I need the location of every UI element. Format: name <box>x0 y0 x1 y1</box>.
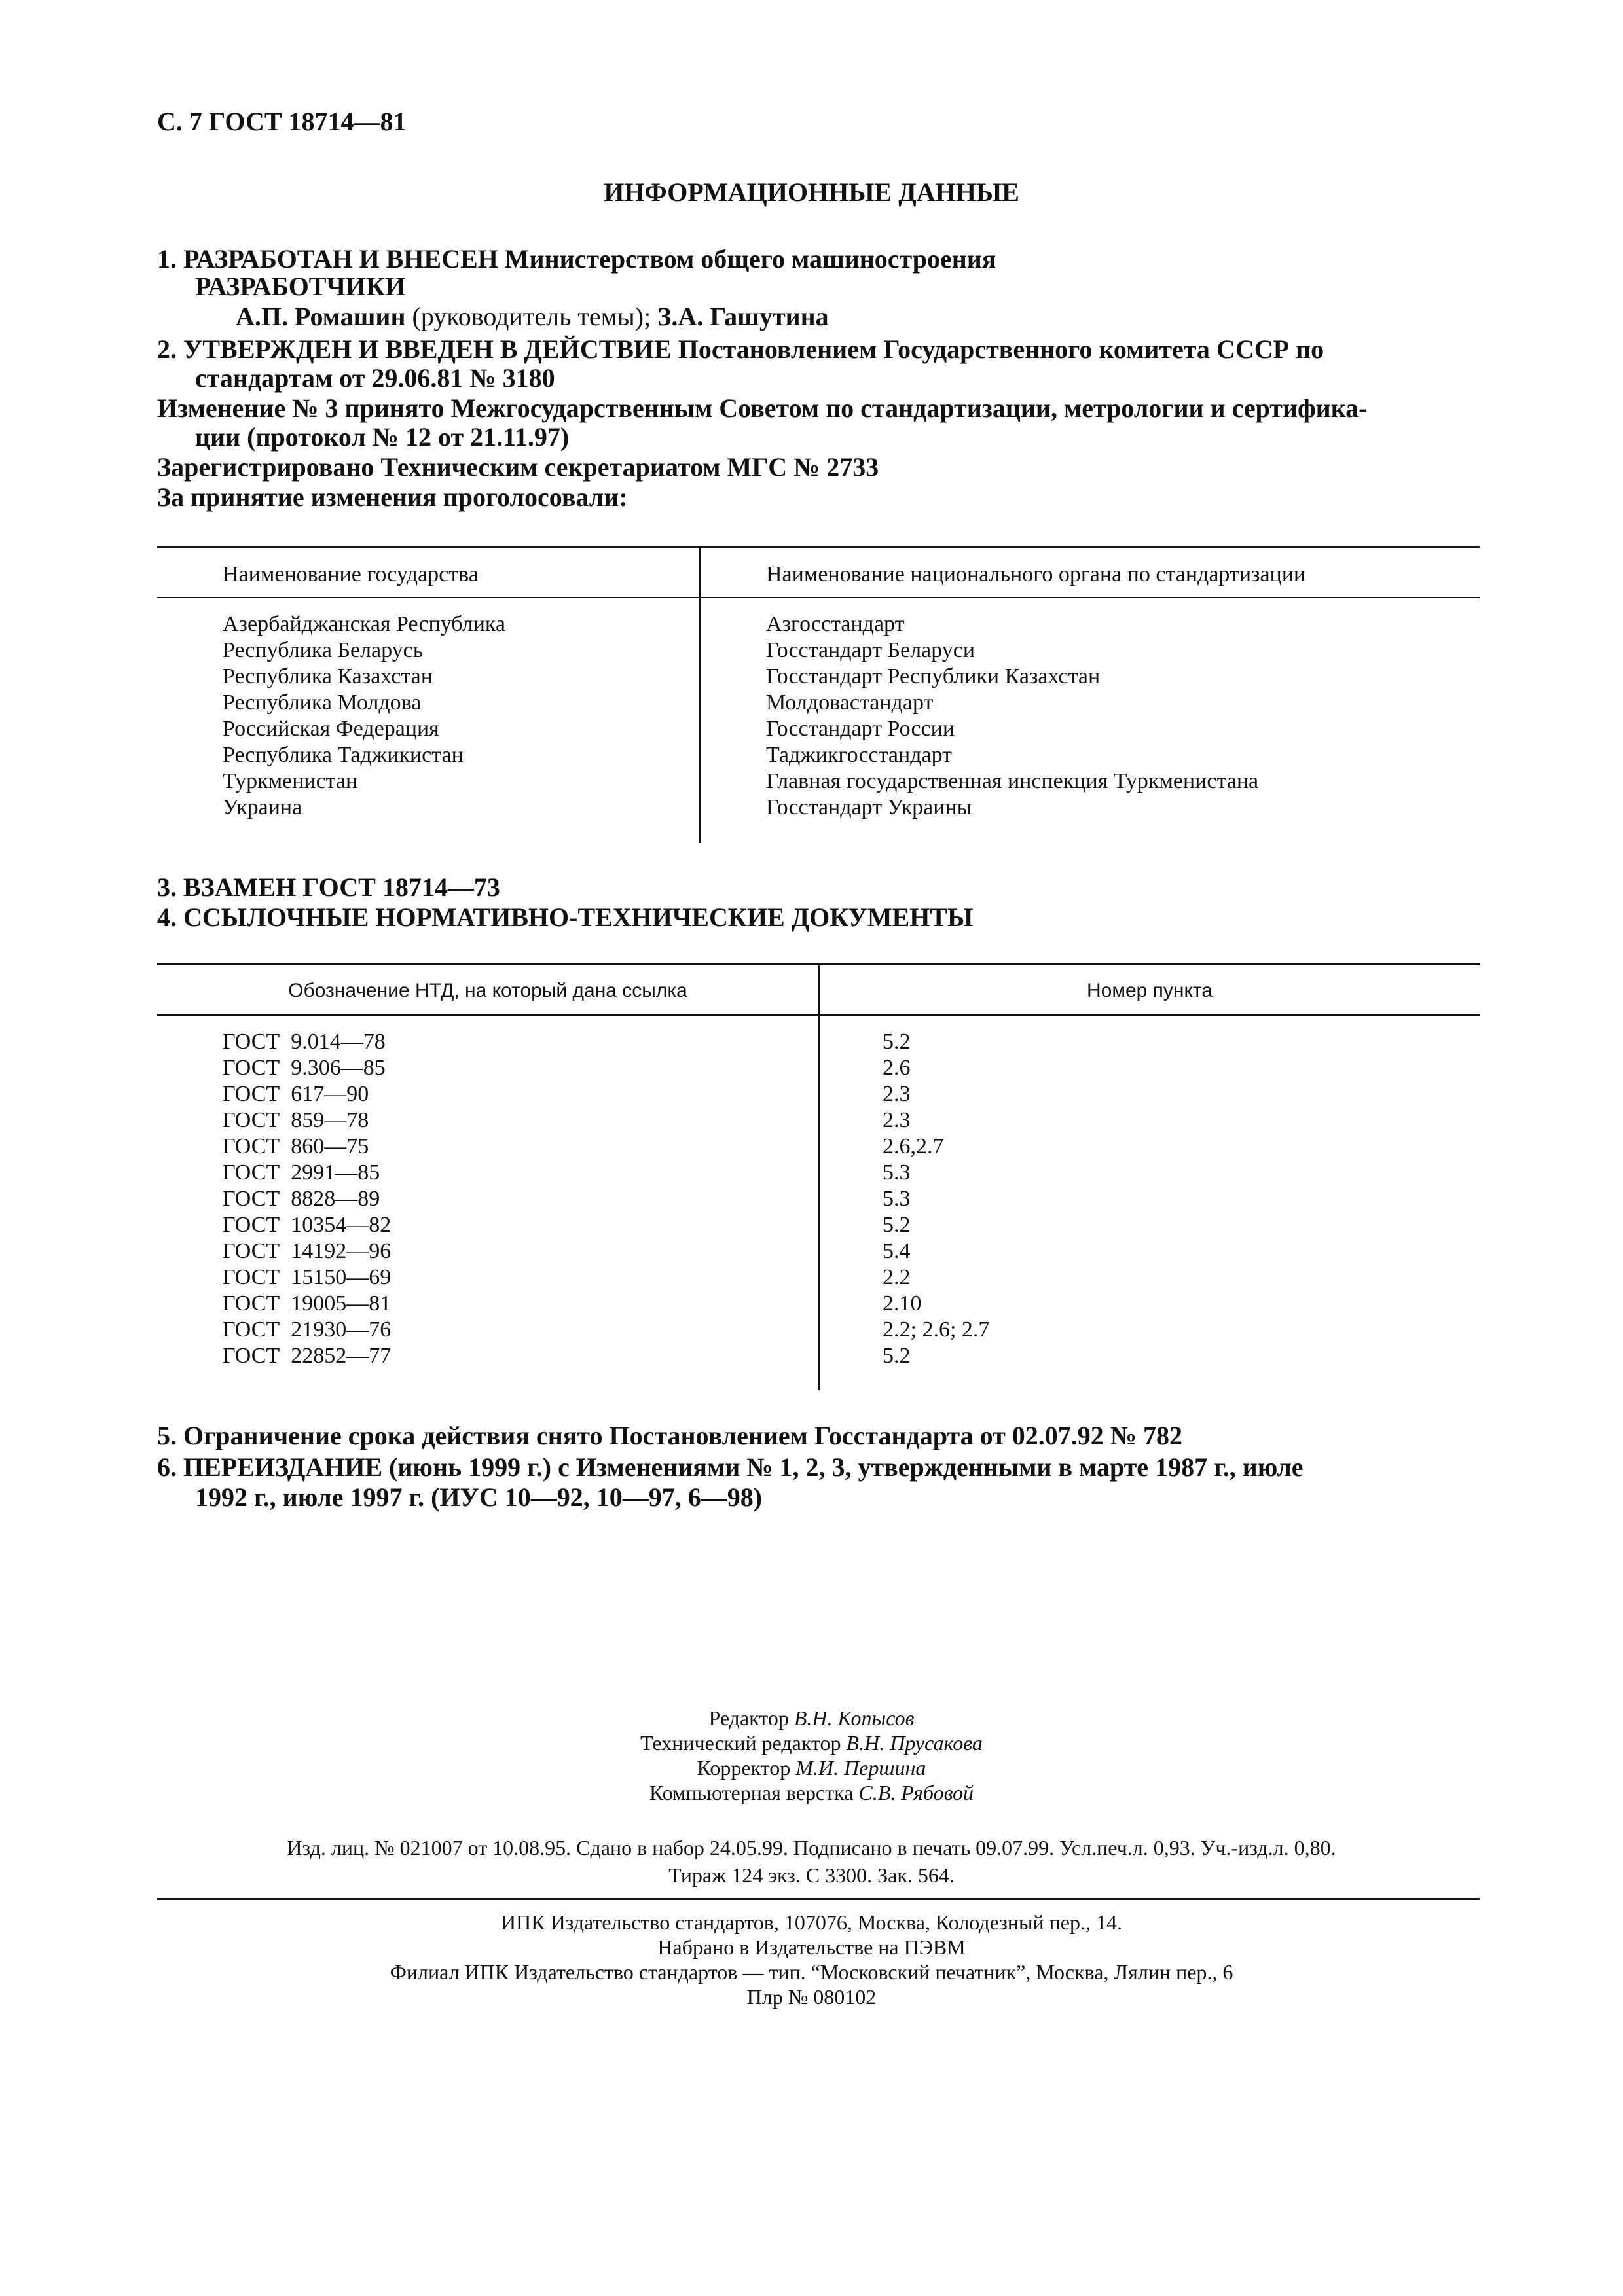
ref-table-document: ГОСТ 9.306—85 <box>223 1056 386 1080</box>
section-1-developers-label: РАЗРАБОТЧИКИ <box>195 272 406 301</box>
section-1-line-1: 1. РАЗРАБОТАН И ВНЕСЕН Министерством общего машиностроения <box>157 244 996 274</box>
ref-table-header-clause: Номер пункта <box>1086 980 1213 1001</box>
ref-table-divider <box>818 965 820 1390</box>
credit-name: В.Н. Прусакова <box>846 1731 983 1755</box>
credit-name: М.И. Першина <box>795 1756 926 1780</box>
ref-table-document: ГОСТ 859—78 <box>223 1108 369 1132</box>
ref-table-document: ГОСТ 22852—77 <box>223 1344 392 1368</box>
vote-table-body: Главная государственная инспекция Туркменистана <box>766 769 1259 793</box>
ref-table-document: ГОСТ 19005—81 <box>223 1291 392 1316</box>
ref-table-clause: 2.10 <box>883 1291 922 1316</box>
credit-editor <box>709 1706 915 1731</box>
developer-name: А.П. Ромашин <box>236 302 406 331</box>
ref-table-clause: 5.2 <box>883 1213 911 1237</box>
imprint-line-1: Изд. лиц. № 021007 от 10.08.95. Сдано в набор 24.05.99. Подписано в печать 09.07.99. Усл.печ.л. 0,93. Уч.-изд.л. 0,80. <box>287 1836 1336 1859</box>
vote-table-body-column <box>766 611 1258 821</box>
credit-name: В.Н. Копысов <box>793 1706 915 1730</box>
vote-table-state: Республика Молдова <box>223 691 422 715</box>
ref-table-document: ГОСТ 9.014—78 <box>223 1030 386 1054</box>
change-3-line-1: Изменение № 3 принято Межгосударственным Советом по стандартизации, метрологии и сертифика- <box>157 393 1368 423</box>
vote-table-body: Госстандарт Беларуси <box>766 638 976 662</box>
credit-layout <box>649 1780 974 1805</box>
ref-table-header-rule <box>157 1014 1480 1016</box>
vote-table-body: Молдовастандарт <box>766 691 934 715</box>
ref-table-clause: 5.2 <box>883 1344 911 1368</box>
vote-table-body: Госстандарт России <box>766 717 955 741</box>
ref-table-clause: 2.6,2.7 <box>883 1134 944 1158</box>
section-5: 5. Ограничение срока действия снято Постановлением Госстандарта от 02.07.92 № 782 <box>157 1421 1182 1450</box>
ref-table-clause: 2.6 <box>883 1056 911 1080</box>
developer-role: (руководитель темы); <box>405 302 658 331</box>
imprint-rule <box>157 1898 1480 1900</box>
ref-table-document: ГОСТ 14192—96 <box>223 1239 392 1263</box>
publisher-line: Плр № 080102 <box>746 1985 877 2009</box>
ref-table-document-column <box>223 1029 391 1369</box>
section-2-line-1: 2. УТВЕРЖДЕН И ВВЕДЕН В ДЕЙСТВИЕ Постановлением Государственного комитета СССР по <box>157 334 1324 364</box>
imprint-line-2: Тираж 124 экз. С 3300. Зак. 564. <box>668 1863 955 1887</box>
section-3: 3. ВЗАМЕН ГОСТ 18714—73 <box>157 872 500 902</box>
credit-role: Компьютерная верстка <box>649 1781 859 1804</box>
ref-table-document: ГОСТ 2991—85 <box>223 1160 380 1185</box>
ref-table-clause: 5.2 <box>883 1030 911 1054</box>
publisher-block <box>0 1910 1623 2009</box>
section-6-line-1: 6. ПЕРЕИЗДАНИЕ (июнь 1999 г.) с Изменениями № 1, 2, 3, утвержденными в марте 1987 г., июле <box>157 1452 1304 1482</box>
vote-table-body: Госстандарт Украины <box>766 795 972 819</box>
vote-table-header-body: Наименование национального органа по стандартизации <box>766 562 1306 586</box>
vote-table-state: Республика Казахстан <box>223 664 433 689</box>
credit-name: С.В. Рябовой <box>858 1781 974 1804</box>
vote-table-header-rule <box>157 597 1480 598</box>
ref-table-clause: 5.3 <box>883 1187 911 1211</box>
voted-line: За принятие изменения проголосовали: <box>157 482 628 512</box>
vote-table-state-column <box>223 611 505 821</box>
ref-table-clause-column <box>883 1029 989 1369</box>
vote-table-state: Украина <box>223 795 302 819</box>
vote-table-top-rule <box>157 546 1480 548</box>
credit-role: Редактор <box>708 1706 794 1730</box>
ref-table-clause: 2.2; 2.6; 2.7 <box>883 1318 990 1342</box>
credit-role: Технический редактор <box>640 1731 847 1755</box>
ref-table-document: ГОСТ 8828—89 <box>223 1187 380 1211</box>
section-1-developers <box>236 302 829 331</box>
ref-table-document: ГОСТ 21930—76 <box>223 1318 392 1342</box>
developer-name: З.А. Гашутина <box>657 302 829 331</box>
vote-table-divider <box>699 547 701 843</box>
document-title: ИНФОРМАЦИОННЫЕ ДАННЫЕ <box>604 177 1019 207</box>
vote-table-state: Российская Федерация <box>223 717 439 741</box>
vote-table-body: Госстандарт Республики Казахстан <box>766 664 1101 689</box>
vote-table-state: Туркменистан <box>223 769 358 793</box>
credit-role: Корректор <box>697 1756 796 1780</box>
ref-table-document: ГОСТ 617—90 <box>223 1082 369 1106</box>
registration-line: Зарегистрировано Техническим секретариатом МГС № 2733 <box>157 452 879 482</box>
ref-table-document: ГОСТ 10354—82 <box>223 1213 392 1237</box>
vote-table-body: Таджикгосстандарт <box>766 743 953 767</box>
vote-table-header-state: Наименование государства <box>223 562 479 586</box>
section-4: 4. ССЫЛОЧНЫЕ НОРМАТИВНО-ТЕХНИЧЕСКИЕ ДОКУМЕНТЫ <box>157 903 974 932</box>
ref-table-clause: 5.3 <box>883 1160 911 1185</box>
ref-table-clause: 2.3 <box>883 1082 911 1106</box>
vote-table-state: Республика Таджикистан <box>223 743 464 767</box>
credit-tech-editor <box>640 1731 983 1755</box>
credits-block <box>0 1706 1623 1805</box>
change-3-line-2: ции (протокол № 12 от 21.11.97) <box>195 422 570 452</box>
vote-table-state: Азербайджанская Республика <box>223 612 506 636</box>
ref-table-header-document: Обозначение НТД, на который дана ссылка <box>288 980 687 1001</box>
publisher-line: Филиал ИПК Издательство стандартов — тип. “Московский печатник”, Москва, Лялин пер., 6 <box>390 1960 1233 1984</box>
ref-table-document: ГОСТ 860—75 <box>223 1134 369 1158</box>
ref-table-clause: 2.2 <box>883 1265 911 1289</box>
ref-table-document: ГОСТ 15150—69 <box>223 1265 392 1289</box>
ref-table-clause: 2.3 <box>883 1108 911 1132</box>
section-6-line-2: 1992 г., июле 1997 г. (ИУС 10—92, 10—97, 6—98) <box>195 1482 763 1512</box>
ref-table-clause: 5.4 <box>883 1239 911 1263</box>
publisher-line: ИПК Издательство стандартов, 107076, Москва, Колодезный пер., 14. <box>501 1910 1122 1934</box>
page-header: С. 7 ГОСТ 18714—81 <box>157 107 407 136</box>
publisher-line: Набрано в Издательстве на ПЭВМ <box>657 1935 966 1959</box>
section-2-line-2: стандартам от 29.06.81 № 3180 <box>195 363 555 393</box>
vote-table-body: Азгосстандарт <box>766 612 905 636</box>
vote-table-state: Республика Беларусь <box>223 638 424 662</box>
credit-corrector <box>697 1755 926 1780</box>
